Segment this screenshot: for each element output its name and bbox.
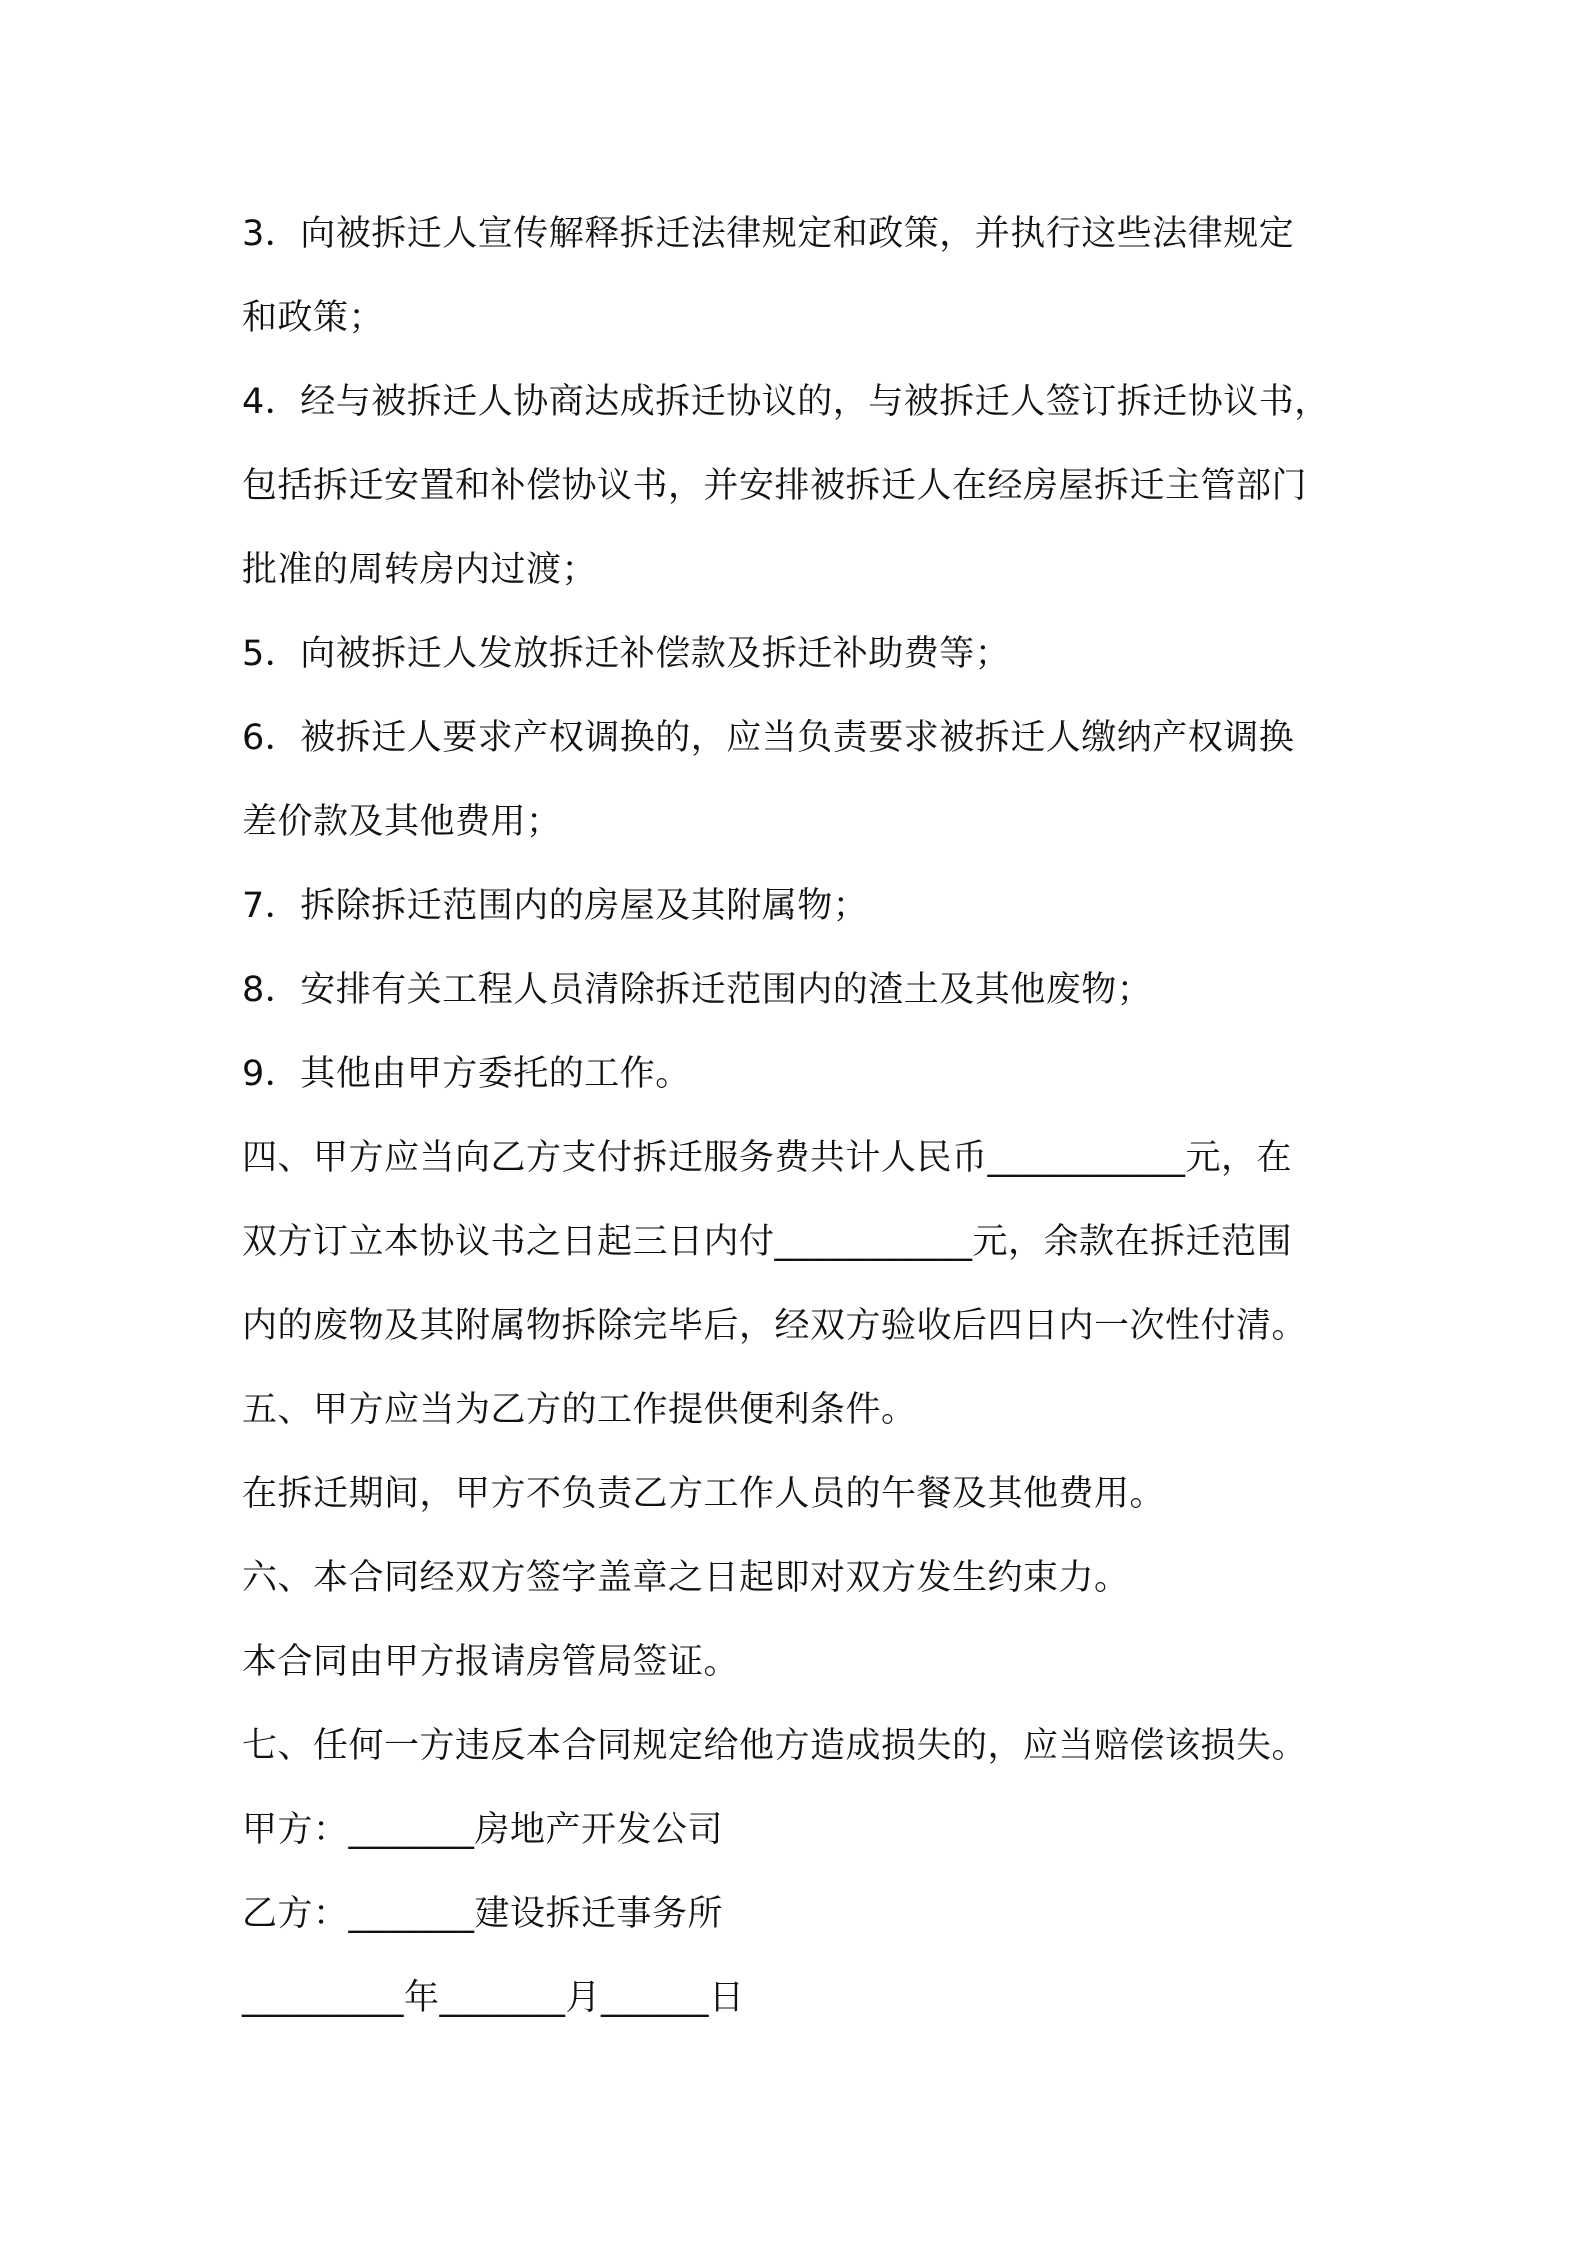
article-4-line-2: 双方订立本协议书之日起三日内付___________元，余款在拆迁范围 <box>242 1222 1293 1262</box>
clause-6-line-1: 6．被拆迁人要求产权调换的，应当负责要求被拆迁人缴纳产权调换 <box>242 718 1295 758</box>
clause-7: 7．拆除拆迁范围内的房屋及其附属物； <box>242 886 869 926</box>
clause-6-line-2: 差价款及其他费用； <box>242 802 562 842</box>
article-7: 七、任何一方违反本合同规定给他方造成损失的，应当赔偿该损失。 <box>242 1726 1308 1766</box>
clause-4-line-3: 批准的周转房内过渡； <box>242 550 598 590</box>
article-5: 五、甲方应当为乙方的工作提供便利条件。 <box>242 1390 917 1430</box>
contract-body <box>242 192 1382 2040</box>
clause-3-line-1: 3．向被拆迁人宣传解释拆迁法律规定和政策，并执行这些法律规定 <box>242 214 1295 254</box>
article-6: 六、本合同经双方签字盖章之日起即对双方发生约束力。 <box>242 1558 1130 1598</box>
clause-4-line-2: 包括拆迁安置和补偿协议书，并安排被拆迁人在经房屋拆迁主管部门 <box>242 466 1308 506</box>
article-5-note: 在拆迁期间，甲方不负责乙方工作人员的午餐及其他费用。 <box>242 1474 1166 1514</box>
article-4-line-3: 内的废物及其附属物拆除完毕后，经双方验收后四日内一次性付清。 <box>242 1306 1308 1346</box>
article-4-line-1: 四、甲方应当向乙方支付拆迁服务费共计人民币___________元，在 <box>242 1138 1293 1178</box>
party-b-signature-line: 乙方：_______建设拆迁事务所 <box>242 1894 724 1934</box>
clause-3-line-2: 和政策； <box>242 298 385 338</box>
article-6-note: 本合同由甲方报请房管局签证。 <box>242 1642 740 1682</box>
clause-5: 5．向被拆迁人发放拆迁补偿款及拆迁补助费等； <box>242 634 1011 674</box>
clause-8: 8．安排有关工程人员清除拆迁范围内的渣土及其他废物； <box>242 970 1153 1010</box>
clause-4-line-1: 4．经与被拆迁人协商达成拆迁协议的，与被拆迁人签订拆迁协议书， <box>242 382 1330 422</box>
clause-9: 9．其他由甲方委托的工作。 <box>242 1054 691 1094</box>
party-a-signature-line: 甲方：_______房地产开发公司 <box>242 1810 724 1850</box>
date-line: _________年_______月______日 <box>242 1978 745 2018</box>
